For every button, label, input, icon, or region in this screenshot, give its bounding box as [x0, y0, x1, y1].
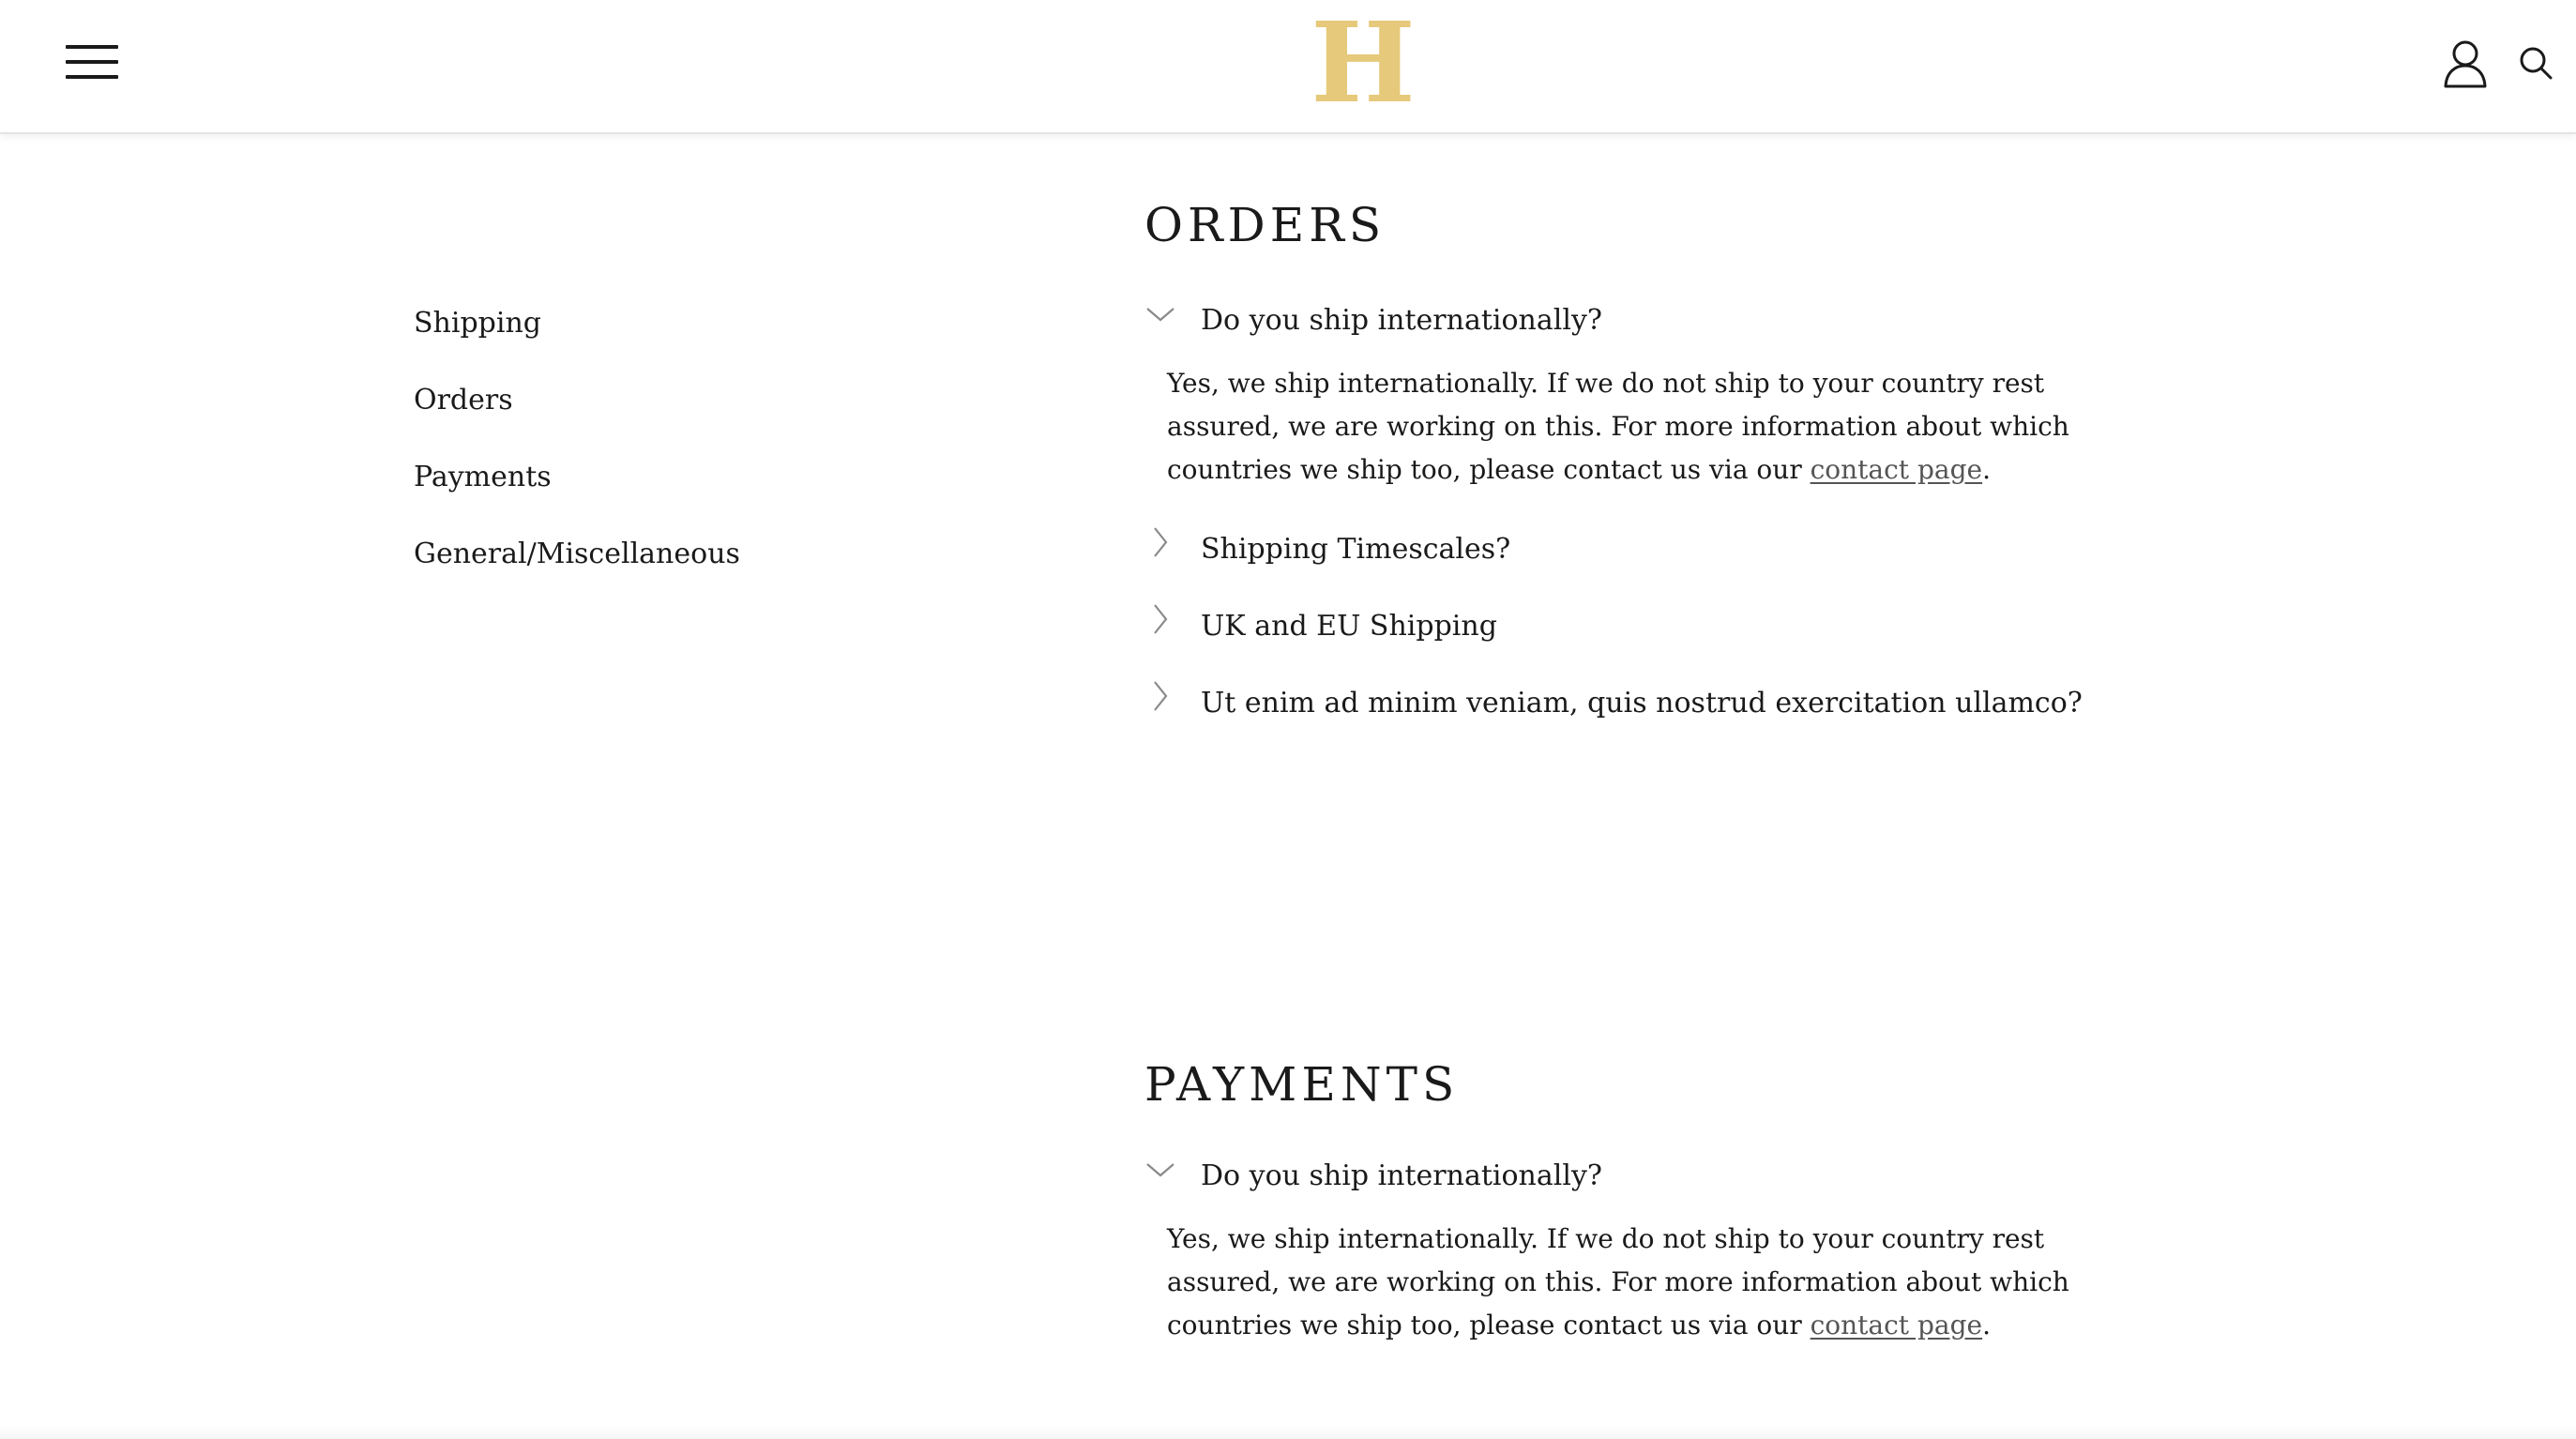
search-icon[interactable] [2516, 43, 2557, 84]
payments-section-title: PAYMENTS [1144, 1057, 1460, 1112]
menu-bar [66, 60, 118, 64]
chevron-right-icon [1151, 602, 1170, 636]
faq-answer-end: . [1982, 454, 1991, 485]
brand-logo[interactable] [1304, 13, 1422, 111]
user-account-icon[interactable] [2439, 38, 2492, 90]
faq-question-text: UK and EU Shipping [1201, 610, 1497, 643]
faq-item-closed [1144, 685, 2223, 722]
svg-text:H: H [1311, 13, 1416, 111]
hamburger-menu-icon[interactable] [58, 38, 122, 86]
faq-question-text: Ut enim ad minim veniam, quis nostrud exercitation ullamco? [1201, 687, 2083, 720]
faq-question-toggle[interactable] [1144, 685, 2223, 722]
faq-question-toggle[interactable] [1144, 531, 2223, 568]
site-header [0, 0, 2576, 134]
faq-item-closed [1144, 608, 2223, 645]
menu-bar [66, 45, 118, 49]
page-bottom-fade [0, 1426, 2576, 1439]
faq-question-toggle[interactable] [1144, 302, 2223, 340]
faq-question-toggle[interactable] [1144, 608, 2223, 645]
faq-question-text: Shipping Timescales? [1201, 533, 1511, 566]
menu-bar [66, 75, 118, 79]
nav-item-orders[interactable]: Orders [414, 384, 513, 417]
faq-answer [1167, 362, 2133, 492]
faq-answer [1167, 1218, 2133, 1347]
brand-logo-mark [1304, 13, 1422, 111]
contact-page-link[interactable]: contact page [1810, 1310, 1983, 1341]
chevron-down-icon [1144, 304, 1176, 326]
faq-item-open [1144, 302, 2223, 492]
faq-question-text: Do you ship internationally? [1201, 1159, 1602, 1192]
contact-page-link[interactable]: contact page [1810, 454, 1983, 485]
chevron-right-icon [1151, 679, 1170, 713]
payments-section [1144, 1054, 2223, 1347]
faq-item-open [1144, 1158, 2223, 1347]
faq-item-closed [1144, 531, 2223, 568]
orders-section [1144, 195, 2223, 722]
nav-item-shipping[interactable]: Shipping [414, 307, 541, 340]
chevron-down-icon [1144, 1159, 1176, 1182]
faq-question-toggle[interactable] [1144, 1158, 2223, 1195]
nav-item-payments[interactable]: Payments [414, 461, 552, 493]
orders-section-title: ORDERS [1144, 198, 1386, 252]
chevron-right-icon [1151, 525, 1170, 559]
faq-answer-text: Yes, we ship internationally. If we do not ship to your country rest assured, we are working on this. For more information about which countries we ship too, please contact us via our [1167, 368, 2069, 485]
faq-answer-end: . [1982, 1310, 1991, 1341]
nav-item-general[interactable]: General/Miscellaneous [414, 538, 740, 570]
faq-question-text: Do you ship internationally? [1201, 304, 1602, 337]
faq-answer-text: Yes, we ship internationally. If we do not ship to your country rest assured, we are working on this. For more information about which countries we ship too, please contact us via our [1167, 1223, 2069, 1341]
faq-category-nav [414, 305, 977, 613]
